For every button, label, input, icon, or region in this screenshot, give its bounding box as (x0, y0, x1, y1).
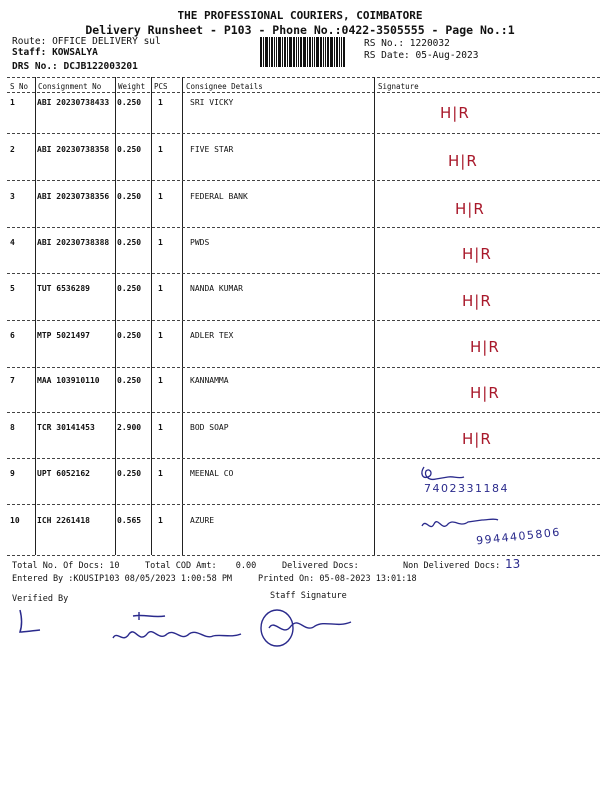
entered-by: Entered By :KOUSIP103 08/05/2023 1:00:58 PM (12, 574, 233, 584)
column-header-consignee: Consignee Details (186, 82, 263, 91)
staff-signature-icon (105, 604, 365, 652)
row-consignment: MTP 5021497 (37, 331, 90, 340)
row-pcs: 1 (158, 469, 163, 478)
row-pcs: 1 (158, 423, 163, 432)
barcode-image (260, 37, 358, 67)
row-consignee: FEDERAL BANK (190, 192, 248, 201)
handwritten-signature: H|R (462, 245, 492, 263)
row-consignee: SRI VICKY (190, 98, 234, 107)
column-divider (115, 77, 116, 555)
rs-date-value: 05-Aug-2023 (415, 50, 479, 61)
row-consignment: UPT 6052162 (37, 469, 90, 478)
column-header-consignment: Consignment No (38, 82, 102, 91)
row-separator (7, 133, 600, 134)
column-divider (374, 77, 375, 555)
total-docs-label: Total No. Of Docs: (12, 561, 105, 571)
row-sno: 6 (10, 331, 15, 340)
row-consignee: PWDS (190, 238, 210, 247)
non-delivered-docs-value: 13 (505, 557, 521, 571)
total-cod (145, 561, 256, 571)
row-pcs: 1 (158, 238, 163, 247)
row-sno: 4 (10, 238, 15, 247)
row-weight: 0.250 (117, 284, 142, 293)
row-sno: 8 (10, 423, 15, 432)
row-sno: 10 (10, 516, 20, 525)
route-label: Route: (12, 36, 47, 47)
row-separator (7, 180, 600, 181)
drs-label: DRS No.: (12, 61, 58, 72)
row-pcs: 1 (158, 516, 163, 525)
row-pcs: 1 (158, 192, 163, 201)
rs-no-value: 1220032 (409, 38, 450, 49)
handwritten-phone: 9944405806 (475, 525, 562, 548)
handwritten-signature: H|R (470, 384, 500, 402)
verified-by-label: Verified By (12, 594, 69, 604)
row-separator (7, 273, 600, 274)
row-sno: 5 (10, 284, 15, 293)
row-pcs: 1 (158, 376, 163, 385)
row-consignee: AZURE (190, 516, 215, 525)
table-header-rule (7, 92, 600, 93)
row-separator (7, 227, 600, 228)
rs-no-line (364, 38, 450, 49)
row-weight: 0.250 (117, 238, 142, 247)
total-cod-label: Total COD Amt: (145, 561, 217, 571)
row-consignment: ABI 20230738358 (37, 145, 110, 154)
column-header-weight: Weight (118, 82, 146, 91)
row-weight: 0.565 (117, 516, 142, 525)
row-consignee: ADLER TEX (190, 331, 234, 340)
row-consignment: TCR 30141453 (37, 423, 95, 432)
column-divider (151, 77, 152, 555)
row-sno: 7 (10, 376, 15, 385)
handwritten-phone: 7402331184 (424, 482, 509, 495)
row-pcs: 1 (158, 284, 163, 293)
column-header-pcs: PCS (154, 82, 168, 91)
drs-value: DCJB122003201 (63, 61, 138, 72)
column-header-signature: Signature (378, 82, 419, 91)
company-title: THE PROFESSIONAL COURIERS, COIMBATORE (177, 9, 423, 22)
row-consignment: ICH 2261418 (37, 516, 90, 525)
row-pcs: 1 (158, 331, 163, 340)
row-consignment: ABI 20230738433 (37, 98, 110, 107)
row-weight: 2.900 (117, 423, 142, 432)
row-sno: 2 (10, 145, 15, 154)
row-consignee: BOD SOAP (190, 423, 229, 432)
table-top-rule (7, 77, 600, 78)
row-weight: 0.250 (117, 469, 142, 478)
row-separator (7, 367, 600, 368)
row-weight: 0.250 (117, 331, 142, 340)
table-bottom-rule (7, 555, 600, 556)
row-weight: 0.250 (117, 192, 142, 201)
route-value: OFFICE DELIVERY sul (52, 36, 161, 47)
handwritten-signature: H|R (455, 200, 485, 218)
total-docs (12, 561, 120, 571)
handwritten-signature: H|R (462, 292, 492, 310)
handwritten-signature: H|R (448, 152, 478, 170)
drs-line (12, 61, 138, 72)
row-consignee: FIVE STAR (190, 145, 234, 154)
route-line (12, 36, 161, 47)
handwritten-signature: H|R (470, 338, 500, 356)
row-sno: 3 (10, 192, 15, 201)
non-delivered-docs-label: Non Delivered Docs: (403, 561, 501, 571)
row-separator (7, 412, 600, 413)
column-header-sno: S No (10, 82, 29, 91)
staff-signature-label: Staff Signature (270, 591, 347, 601)
row-separator (7, 458, 600, 459)
row-separator (7, 504, 600, 505)
verifier-signature-icon (10, 606, 50, 638)
rs-no-label: RS No.: (364, 38, 405, 49)
column-divider (182, 77, 183, 555)
row-consignment: ABI 20230738388 (37, 238, 110, 247)
handwritten-signature: H|R (462, 430, 492, 448)
row-consignee: NANDA KUMAR (190, 284, 243, 293)
delivered-docs-label: Delivered Docs: (282, 561, 359, 571)
row-sno: 1 (10, 98, 15, 107)
row-consignee: KANNAMMA (190, 376, 229, 385)
row-consignee: MEENAL CO (190, 469, 234, 478)
row-sno: 9 (10, 469, 15, 478)
row-weight: 0.250 (117, 376, 142, 385)
staff-line (12, 47, 98, 58)
row-consignment: ABI 20230738356 (37, 192, 110, 201)
rs-date-label: RS Date: (364, 50, 410, 61)
total-cod-value: 0.00 (235, 561, 257, 571)
staff-value: KOWSALYA (52, 47, 98, 58)
runsheet-title: Delivery Runsheet - P103 - Phone No.:0422-3505555 - Page No.:1 (85, 23, 515, 37)
row-pcs: 1 (158, 98, 163, 107)
row-pcs: 1 (158, 145, 163, 154)
rs-date-line (364, 50, 478, 61)
handwritten-signature: H|R (440, 104, 470, 122)
row-consignment: TUT 6536289 (37, 284, 90, 293)
row-consignment: MAA 103910110 (37, 376, 100, 385)
staff-label: Staff: (12, 47, 47, 58)
printed-on: Printed On: 05-08-2023 13:01:18 (258, 574, 417, 584)
column-divider (35, 77, 36, 555)
row-weight: 0.250 (117, 98, 142, 107)
total-docs-value: 10 (109, 561, 120, 571)
row-weight: 0.250 (117, 145, 142, 154)
row-separator (7, 320, 600, 321)
